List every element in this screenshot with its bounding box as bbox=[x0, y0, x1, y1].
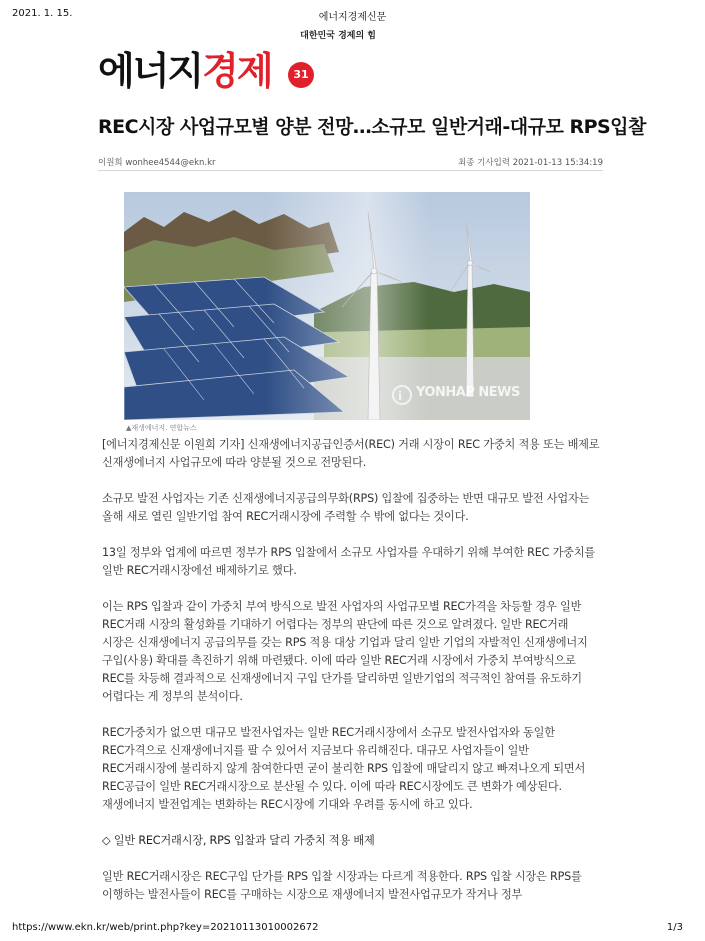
logo-tagline: 대한민국 경제의 힘 bbox=[300, 31, 376, 41]
article-photo bbox=[124, 192, 530, 420]
article-paragraph: 13일 정부와 업계에 따르면 정부가 RPS 입찰에서 소규모 사업자를 우대하기 위해 부여한 REC 가중치를 일반 REC거래시장에선 배제하기로 했다. bbox=[102, 546, 596, 577]
logo-wordmark bbox=[98, 40, 272, 95]
author-byline[interactable]: 이원희 wonhee4544@ekn.kr bbox=[98, 158, 216, 168]
anniversary-badge-icon: 31 bbox=[288, 62, 314, 88]
print-url[interactable]: https://www.ekn.kr/web/print.php?key=20210113010002672 bbox=[12, 922, 319, 933]
article-paragraph: [에너지경제신문 이원희 기자] 신재생에너지공급인증서(REC) 거래 시장이 REC 가중치 적용 또는 배제로 신재생에너지 사업규모에 따라 양분될 것으로 전망된다. bbox=[102, 438, 600, 469]
print-page-title: 에너지경제신문 bbox=[318, 12, 387, 23]
logo-word-part2: 경제 bbox=[202, 49, 272, 93]
byline-row bbox=[98, 150, 603, 171]
print-page-number: 1/3 bbox=[666, 922, 683, 933]
article-paragraph: 소규모 발전 사업자는 기존 신재생에너지공급의무화(RPS) 입찰에 집중하는 반면 대규모 발전 사업자는 올해 새로 열린 일반기업 참여 REC거래시장에 주력할 수 밖에 없다는 것이다. bbox=[102, 492, 590, 523]
logo-word-part1: 에너지 bbox=[98, 49, 203, 93]
article-subheading: ◇ 일반 REC거래시장, RPS 입찰과 달리 가중치 적용 배제 bbox=[102, 834, 375, 847]
article-timestamp: 최종 기사입력 2021-01-13 15:34:19 bbox=[458, 158, 603, 168]
article-paragraph: 일반 REC거래시장은 REC구입 단가를 RPS 입찰 시장과는 다르게 적용한다. RPS 입찰 시장은 RPS를 이행하는 발전사들이 REC를 구매하는 시장으로 재생에너지 발전사업규모가 작거나 정부 bbox=[102, 870, 582, 901]
svg-text:i: i bbox=[398, 389, 403, 403]
print-date: 2021. 1. 15. bbox=[12, 8, 73, 19]
article-paragraph: 이는 RPS 입찰과 같이 가중치 부여 방식으로 발전 사업자의 사업규모별 REC가격을 차등할 경우 일반 REC거래 시장의 활성화를 기대하기 어렵다는 정부의 판단에 따른 것으로 알려졌다. 일반 REC거래 시장은 신재생에너지 공급의무를 갖는 RPS 적용 대상 기업과 달리 일반 기업의 자발적인 신재생에너지 구입(사용) 확대를 촉진하기 위해 마련됐다. 이에 따라 일반 REC거래 시장에서 가중치 부여방식으로 REC를 차등해 결과적으로 신재생에너지 구입 단가를 달리하면 일반기업의 적극적인 참여를 유도하기 어렵다는 게 정부의 분석이다. bbox=[102, 600, 588, 703]
article-headline: REC시장 사업규모별 양분 전망…소규모 일반거래-대규모 RPS입찰 bbox=[98, 116, 646, 138]
newspaper-logo[interactable] bbox=[98, 28, 376, 98]
article-paragraph: REC가중치가 없으면 대규모 발전사업자는 일반 REC거래시장에서 소규모 발전사업자와 동일한 REC가격으로 신재생에너지를 팔 수 있어서 지금보다 유리해진다. 대규모 사업자들이 일반 REC거래시장에 불리하지 않게 참여한다면 굳이 불리한 RPS 입찰에 매달리지 않고 빠져나오게 되면서 REC공급이 일반 REC거래시장으로 분산될 수 있다. 이에 따라 REC시장에도 큰 변화가 예상된다. 재생에너지 발전업계는 변화하는 REC시장에 기대와 우려를 동시에 하고 있다. bbox=[102, 726, 586, 811]
article-body bbox=[102, 436, 602, 904]
photo-watermark: YONHAP NEWS bbox=[416, 385, 520, 400]
photo-caption: ▲재생에너지. 연합뉴스 bbox=[126, 424, 197, 432]
